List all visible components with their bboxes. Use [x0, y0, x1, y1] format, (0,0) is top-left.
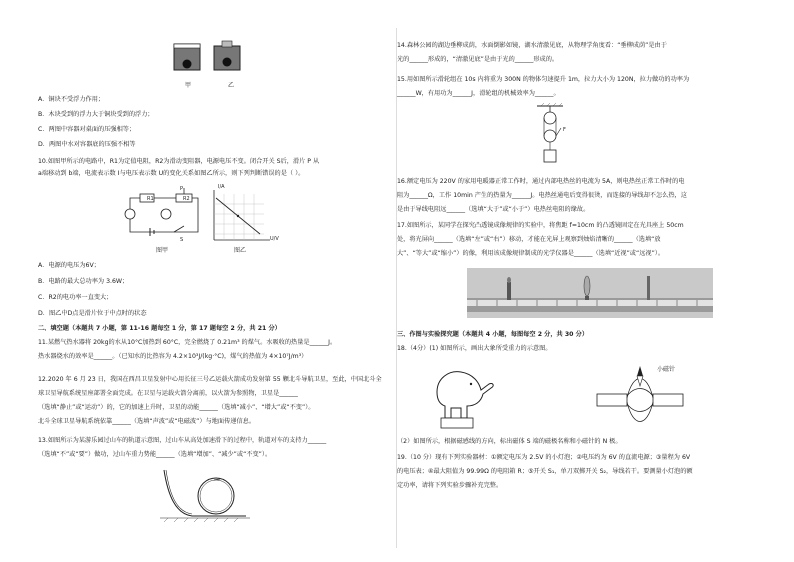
pulley-figure — [535, 104, 565, 166]
q16-line-2: 阻为______Ω，工作 10min 产生的热量为______J。电热丝通电后变得很烫，而连接的导线却不怎么热，这 — [397, 192, 687, 199]
graph-x-axis-label: U/V — [270, 236, 279, 242]
q17-line-1: 17.如图所示，某同学在探究凸透镜成像规律的实验中，将焦距 f=10cm 的凸透镜固定在光具座上 50cm — [397, 222, 684, 229]
q14-line-1: 14.森林公园的湖边垂柳成荫，水面倒影如镜，湖水清澈见底，从物理学角度看：“垂柳成荫”是由于 — [397, 42, 667, 49]
graph-y-axis-label: I/A — [218, 184, 225, 190]
q18-prompt: 18.（4分）(1) 如图所示，画出大象所受重力的示意图。 — [397, 345, 552, 352]
section-3-heading: 三、作图与实验探究题（本题共 4 小题，每图每空 2 分，共 30 分） — [397, 331, 589, 338]
q19-line-2: 的电压表；④最大阻值为 99.99Ω 的电阻箱 R；⑤开关 S₁，单刀双掷开关 S₂，导线若干。要测量小灯泡的额 — [397, 468, 693, 475]
option-c-prev: C．两图中容器对桌面的压强相等； — [38, 126, 136, 133]
section-2-heading: 二、填空题（本题共 7 小题，第 11-16 题每空 1 分，第 17 题每空 2 分，共 21 分） — [38, 325, 281, 332]
q15-line-2: ______W，有用功为______J，滑轮组的机械效率为______。 — [397, 90, 560, 97]
elephant-figure — [427, 362, 497, 432]
caption-circuit: 图甲 — [156, 247, 169, 254]
q10-line-2: a端移动到 b端，电流表示数 I与电压表示数 U的变化关系如图乙所示，则下列判断错误的是（ ）。 — [38, 170, 305, 177]
circuit-diagram — [124, 188, 204, 240]
q15-line-1: 15.用如图所示滑轮组在 10s 内将重为 300N 的物体匀速提升 1m，拉力大小为 120N，拉力做功的功率为 — [397, 76, 690, 83]
iu-graph — [210, 188, 272, 244]
q10-option-b: B．电路的最大总功率为 3.6W； — [38, 278, 129, 285]
q18b-prompt: （2）如图所示，根据磁感线的方向，标出磁体 S 端的磁极名称和小磁针的 N 极。 — [397, 438, 622, 445]
q11-line-1: 11.某燃气热水器将 20kg的水从10°C加热到 60°C，完全燃烧了 0.21m³ 的煤气。水吸收的热量是______J。 — [38, 339, 337, 346]
optical-bench-photo — [467, 268, 713, 318]
q16-line-3: 是由于导线电阻远______（选填“大于”或“小于”）电热丝电阻的缘故。 — [397, 206, 590, 213]
movable-pulley — [544, 130, 556, 142]
q12-line-3: （选填“静止”或“运动”）的，它的加速上升时，卫星的动能______（选填“减小”、“增大”或“不变”）。 — [38, 404, 315, 411]
caption-graph: 图乙 — [234, 247, 247, 254]
q10-option-c: C．R2的电功率一直变大； — [38, 294, 113, 301]
arrow-icon — [214, 479, 220, 480]
q13-line-2: （选填“不”或“要”）做功，过山车重力势能______（选填“增加”、“减少”或“不变”）。 — [38, 451, 272, 458]
weight-block — [544, 150, 556, 162]
candle-icon — [507, 277, 511, 300]
cup-label-yi: 乙 — [228, 82, 235, 89]
q10-option-d: D．图乙中D点是滑片位于中点时的状态 — [38, 310, 147, 317]
q10-option-a: A．电源的电压为6V； — [38, 262, 100, 269]
cups-figure — [172, 40, 252, 80]
option-d-prev: D．两图中水对容器底的压强不相等 — [38, 141, 136, 148]
roller-coaster-figure — [160, 466, 250, 522]
q13-line-1: 13.如图所示为某游乐园过山车的轨道示意图，过山车从高处加速滑下的过程中，轨道对车的支持力______ — [38, 437, 327, 444]
compass-needle-icon — [637, 366, 643, 386]
cup-jia — [174, 44, 200, 70]
option-a-prev: A．铜块不受浮力作用； — [38, 96, 105, 103]
label-r1: R1 — [147, 196, 154, 202]
q12-line-1: 12.2020 年 6 月 23 日，我国在西昌卫星发射中心用长征三号乙运载火箭成功发射第 55 颗北斗导航卫星，至此，中国北斗全 — [38, 376, 382, 383]
q10-line-1: 10.如图甲所示的电路中，R1为定值电阻，R2为滑动变阻器，电源电压不变。闭合开关 S后，滑片 P 从 — [38, 158, 320, 165]
q12-line-4: 北斗全球卫星导航系统依靠______（选填“声波”或“电磁波”）与地面传递信息。 — [38, 418, 256, 425]
elephant-icon — [437, 372, 493, 418]
cup-yi — [214, 41, 240, 70]
q14-line-2: 光的______形成的，“清澈见底”是由于光的______形成的。 — [397, 56, 559, 63]
q17-line-3: 大”、“等大”或“缩小”）的像，利用该成像规律制成的光学仪器是______（选填“近视”或“远视”）。 — [397, 250, 665, 257]
label-r2: R2 — [183, 196, 190, 202]
q12-line-2: 球卫星导航系统星座部署全面完成。在卫星与运载火箭分离前，以火箭为参照物，卫星是______ — [38, 390, 298, 397]
q11-line-2: 热水器烧水的效率是______。（已知水的比热容为 4.2×10³J/(kg·°C)，煤气的热值为 4×10⁷J/m³） — [38, 353, 308, 360]
q19-line-3: 定功率，请将下列实验步骤补充完整。 — [397, 482, 503, 489]
right-column — [397, 0, 794, 562]
label-s: S — [180, 237, 184, 243]
option-b-prev: B．木块受到的浮力大于铜块受到的浮力； — [38, 111, 154, 118]
voltmeter-icon — [161, 209, 171, 219]
point-d — [237, 215, 239, 217]
ammeter-icon — [125, 209, 135, 219]
label-force-f: F — [563, 127, 566, 133]
label-small-needle: 小磁针 — [657, 366, 676, 373]
label-p: P — [180, 186, 184, 192]
q19-line-1: 19.（10 分）现有下列实验器材：①额定电压为 2.5V 的小灯泡；②电压约为 6V 的直流电源；③量程为 6V — [397, 454, 691, 461]
screen-icon — [647, 276, 650, 300]
q17-line-2: 处，将光屏向______（选填“左”或“右”）移动，才能在光屏上观察到烛焰清晰的______（选填“放 — [397, 236, 661, 243]
switch-icon — [174, 226, 184, 232]
cup-label-jia: 甲 — [185, 82, 192, 89]
q16-line-1: 16.额定电压为 220V 的家用电暖器正常工作时，通过内部电热丝的电流为 5A，则电热丝正常工作时的电 — [397, 178, 685, 185]
fixed-pulley — [544, 112, 556, 124]
